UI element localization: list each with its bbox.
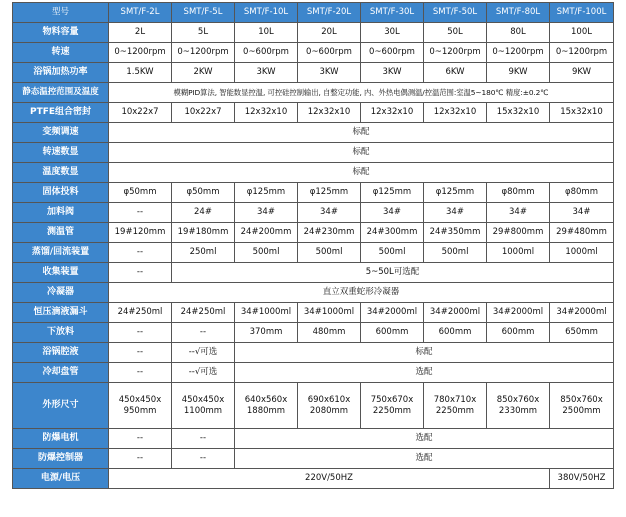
cell: 19#120mm bbox=[109, 223, 172, 243]
dim-line: 2500mm bbox=[562, 405, 601, 416]
cell: 500ml bbox=[298, 243, 361, 263]
row-label: 转速数显 bbox=[13, 143, 109, 163]
model-header: SMT/F-80L bbox=[487, 3, 550, 23]
spec-table bbox=[12, 2, 614, 489]
row-label: 恒压滴液漏斗 bbox=[13, 303, 109, 323]
cell bbox=[487, 383, 550, 429]
row-dropping-funnel bbox=[13, 303, 614, 323]
cell: 34# bbox=[361, 203, 424, 223]
dim-line: 850x760x bbox=[496, 395, 540, 406]
cell bbox=[361, 383, 424, 429]
cell: 50L bbox=[424, 23, 487, 43]
cell: 直立双重蛇形冷凝器 bbox=[109, 283, 614, 303]
row-heating-power bbox=[13, 63, 614, 83]
row-label: 下放料 bbox=[13, 323, 109, 343]
cell: φ125mm bbox=[424, 183, 487, 203]
cell bbox=[550, 383, 614, 429]
cell: 80L bbox=[487, 23, 550, 43]
cell: --√可选 bbox=[172, 363, 235, 383]
row-label: 变频调速 bbox=[13, 123, 109, 143]
cell: 100L bbox=[550, 23, 614, 43]
cell: 220V/50HZ bbox=[109, 469, 550, 489]
cell: 2L bbox=[109, 23, 172, 43]
row-bath-liquid bbox=[13, 343, 614, 363]
cell: -- bbox=[172, 429, 235, 449]
model-header: SMT/F-30L bbox=[361, 3, 424, 23]
dim-line: 850x760x bbox=[560, 395, 603, 406]
cell: 0~1200rpm bbox=[172, 43, 235, 63]
cell: 0~1200rpm bbox=[550, 43, 614, 63]
cell: 模糊PID算法, 智能数显控温, 可控硅控制输出, 自整定功能, 内、外热电偶测温/控温范围:室温5~180℃ 精度:±0.2℃ bbox=[109, 83, 614, 103]
cell: 500ml bbox=[361, 243, 424, 263]
cell: 标配 bbox=[109, 163, 614, 183]
row-solid-feed bbox=[13, 183, 614, 203]
row-label: 静态温控范围及温度 bbox=[13, 83, 109, 103]
cell: φ125mm bbox=[298, 183, 361, 203]
cell: 34#2000ml bbox=[361, 303, 424, 323]
dim-line: 640x560x bbox=[244, 395, 288, 406]
row-explosion-controller bbox=[13, 449, 614, 469]
cell: 选配 bbox=[235, 363, 614, 383]
cell: -- bbox=[172, 323, 235, 343]
cell: 12x32x10 bbox=[298, 103, 361, 123]
cell: 34# bbox=[424, 203, 487, 223]
cell: 24# bbox=[172, 203, 235, 223]
dim-line: 1100mm bbox=[183, 405, 223, 416]
cell: 3KW bbox=[235, 63, 298, 83]
row-bottom-discharge bbox=[13, 323, 614, 343]
row-label: 固体投料 bbox=[13, 183, 109, 203]
row-label: 温度数显 bbox=[13, 163, 109, 183]
cell: 34#1000ml bbox=[298, 303, 361, 323]
cell bbox=[424, 383, 487, 429]
cell: 29#800mm bbox=[487, 223, 550, 243]
cell bbox=[109, 383, 172, 429]
dim-line: 1880mm bbox=[246, 405, 286, 416]
cell: 29#480mm bbox=[550, 223, 614, 243]
cell: 34# bbox=[298, 203, 361, 223]
cell: -- bbox=[109, 203, 172, 223]
cell: 3KW bbox=[361, 63, 424, 83]
row-label: 转速 bbox=[13, 43, 109, 63]
dim-line: 950mm bbox=[123, 405, 157, 416]
row-label: PTFE组合密封 bbox=[13, 103, 109, 123]
cell: 0~600rpm bbox=[235, 43, 298, 63]
cell: 0~600rpm bbox=[298, 43, 361, 63]
cell: 34#2000ml bbox=[550, 303, 614, 323]
dim-line: 450x450x bbox=[118, 395, 162, 406]
cell: φ50mm bbox=[109, 183, 172, 203]
cell: 标配 bbox=[109, 123, 614, 143]
cell: 34#2000ml bbox=[487, 303, 550, 323]
cell: 3KW bbox=[298, 63, 361, 83]
row-label: 蒸馏/回流装置 bbox=[13, 243, 109, 263]
cell: 10x22x7 bbox=[172, 103, 235, 123]
dim-line: 2080mm bbox=[309, 405, 349, 416]
cell: 1.5KW bbox=[109, 63, 172, 83]
cell: 9KW bbox=[487, 63, 550, 83]
cell: 1000ml bbox=[487, 243, 550, 263]
cell: 0~1200rpm bbox=[424, 43, 487, 63]
row-label: 防爆电机 bbox=[13, 429, 109, 449]
cell: -- bbox=[109, 363, 172, 383]
cell: 12x32x10 bbox=[235, 103, 298, 123]
cell: 12x32x10 bbox=[424, 103, 487, 123]
dim-line: 750x670x bbox=[370, 395, 414, 406]
row-label: 测温管 bbox=[13, 223, 109, 243]
row-thermometer-tube bbox=[13, 223, 614, 243]
row-feed-valve bbox=[13, 203, 614, 223]
dim-line: 780x710x bbox=[433, 395, 477, 406]
cell: 0~1200rpm bbox=[487, 43, 550, 63]
model-header: SMT/F-5L bbox=[172, 3, 235, 23]
row-label: 防爆控制器 bbox=[13, 449, 109, 469]
cell: 34# bbox=[550, 203, 614, 223]
cell: 5L bbox=[172, 23, 235, 43]
cell: 选配 bbox=[235, 449, 614, 469]
cell: 15x32x10 bbox=[550, 103, 614, 123]
cell: 34# bbox=[487, 203, 550, 223]
cell: φ125mm bbox=[235, 183, 298, 203]
row-temp-display bbox=[13, 163, 614, 183]
cell: 15x32x10 bbox=[487, 103, 550, 123]
cell: 650mm bbox=[550, 323, 614, 343]
cell: -- bbox=[109, 449, 172, 469]
cell bbox=[298, 383, 361, 429]
row-label: 外形尺寸 bbox=[13, 383, 109, 429]
cell: 0~1200rpm bbox=[109, 43, 172, 63]
row-label: 物料容量 bbox=[13, 23, 109, 43]
cell: 34# bbox=[235, 203, 298, 223]
dim-line: 450x450x bbox=[181, 395, 225, 406]
header-label: 型号 bbox=[13, 3, 109, 23]
cell: 24#200mm bbox=[235, 223, 298, 243]
row-speed bbox=[13, 43, 614, 63]
cell: --√可选 bbox=[172, 343, 235, 363]
model-header: SMT/F-2L bbox=[109, 3, 172, 23]
row-power-supply bbox=[13, 469, 614, 489]
cell bbox=[235, 383, 298, 429]
cell: 380V/50HZ bbox=[550, 469, 614, 489]
cell: -- bbox=[109, 323, 172, 343]
row-label: 冷凝器 bbox=[13, 283, 109, 303]
cell: 34#2000ml bbox=[424, 303, 487, 323]
cell: 24#300mm bbox=[361, 223, 424, 243]
cell: 12x32x10 bbox=[361, 103, 424, 123]
cell: 20L bbox=[298, 23, 361, 43]
row-collector bbox=[13, 263, 614, 283]
cell: 19#180mm bbox=[172, 223, 235, 243]
row-ptfe-seal bbox=[13, 103, 614, 123]
model-header: SMT/F-10L bbox=[235, 3, 298, 23]
cell: 选配 bbox=[235, 429, 614, 449]
row-label: 浴锅腔液 bbox=[13, 343, 109, 363]
cell: -- bbox=[109, 429, 172, 449]
cell: 5~50L可选配 bbox=[172, 263, 614, 283]
cell: 10x22x7 bbox=[109, 103, 172, 123]
row-variable-speed bbox=[13, 123, 614, 143]
cell: 30L bbox=[361, 23, 424, 43]
cell: 标配 bbox=[109, 143, 614, 163]
cell bbox=[172, 383, 235, 429]
cell: 600mm bbox=[361, 323, 424, 343]
row-label: 加料阀 bbox=[13, 203, 109, 223]
cell: -- bbox=[109, 343, 172, 363]
cell: 24#250ml bbox=[172, 303, 235, 323]
cell: 0~600rpm bbox=[361, 43, 424, 63]
row-label: 收集装置 bbox=[13, 263, 109, 283]
cell: 24#350mm bbox=[424, 223, 487, 243]
cell: 370mm bbox=[235, 323, 298, 343]
cell: 10L bbox=[235, 23, 298, 43]
row-condenser bbox=[13, 283, 614, 303]
row-speed-display bbox=[13, 143, 614, 163]
cell: 600mm bbox=[487, 323, 550, 343]
cell: φ80mm bbox=[487, 183, 550, 203]
cell: φ125mm bbox=[361, 183, 424, 203]
cell: 2KW bbox=[172, 63, 235, 83]
cell: 1000ml bbox=[550, 243, 614, 263]
cell: 250ml bbox=[172, 243, 235, 263]
cell: φ80mm bbox=[550, 183, 614, 203]
dim-line: 2330mm bbox=[498, 405, 538, 416]
cell: 9KW bbox=[550, 63, 614, 83]
cell: 600mm bbox=[424, 323, 487, 343]
cell: -- bbox=[109, 263, 172, 283]
model-header: SMT/F-100L bbox=[550, 3, 614, 23]
cell: 480mm bbox=[298, 323, 361, 343]
row-label: 冷却盘管 bbox=[13, 363, 109, 383]
cell: 500ml bbox=[235, 243, 298, 263]
dim-line: 690x610x bbox=[307, 395, 351, 406]
row-label: 电源/电压 bbox=[13, 469, 109, 489]
row-explosion-motor bbox=[13, 429, 614, 449]
cell: -- bbox=[109, 243, 172, 263]
row-temp-control bbox=[13, 83, 614, 103]
model-header: SMT/F-20L bbox=[298, 3, 361, 23]
dim-line: 2250mm bbox=[372, 405, 412, 416]
cell: φ50mm bbox=[172, 183, 235, 203]
cell: -- bbox=[172, 449, 235, 469]
header-row bbox=[13, 3, 614, 23]
cell: 24#230mm bbox=[298, 223, 361, 243]
row-dimensions bbox=[13, 383, 614, 429]
row-capacity bbox=[13, 23, 614, 43]
model-header: SMT/F-50L bbox=[424, 3, 487, 23]
cell: 34#1000ml bbox=[235, 303, 298, 323]
cell: 标配 bbox=[235, 343, 614, 363]
dim-line: 2250mm bbox=[435, 405, 475, 416]
row-distill-reflux bbox=[13, 243, 614, 263]
row-label: 浴锅加热功率 bbox=[13, 63, 109, 83]
cell: 500ml bbox=[424, 243, 487, 263]
row-cooling-coil bbox=[13, 363, 614, 383]
cell: 24#250ml bbox=[109, 303, 172, 323]
cell: 6KW bbox=[424, 63, 487, 83]
